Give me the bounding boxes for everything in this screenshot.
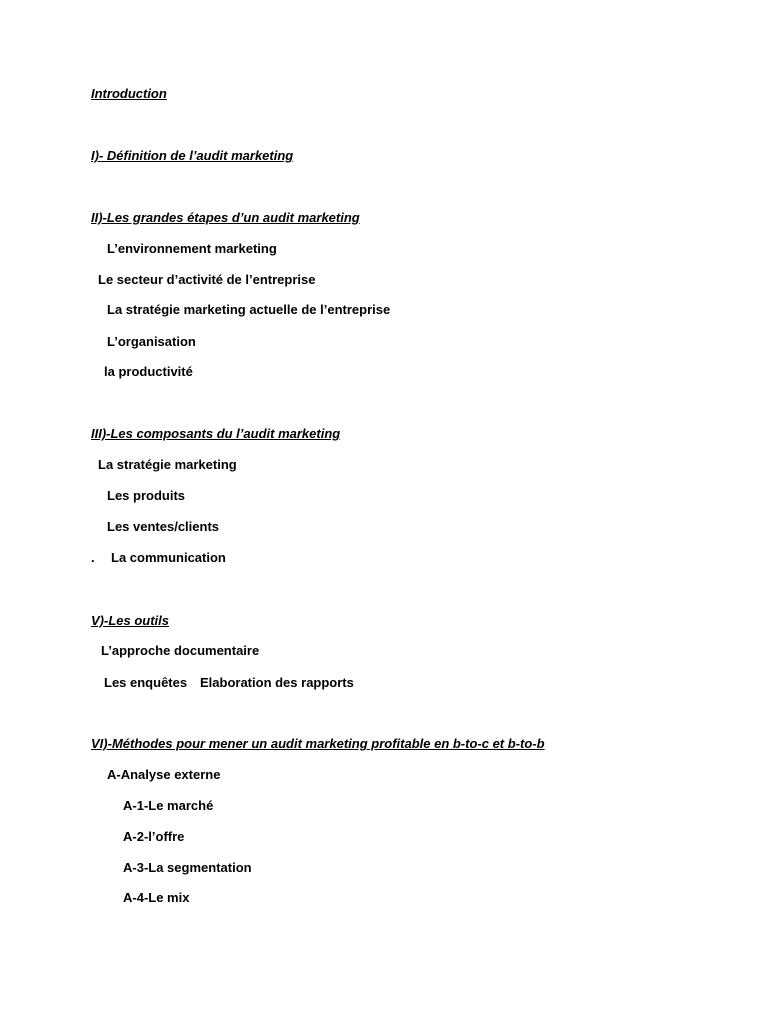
section-5-heading: V)-Les outils — [91, 613, 170, 628]
section-2-item: la productivité — [104, 364, 193, 379]
section-3-item: Les ventes/clients — [107, 519, 219, 534]
section-2-item: L’environnement marketing — [107, 241, 277, 256]
section-5-item: L’approche documentaire — [101, 643, 260, 658]
section-2-item: La stratégie marketing actuelle de l’entreprise — [107, 302, 391, 317]
section-1-heading: I)- Définition de l’audit marketing — [91, 148, 294, 163]
section-6-item: A-2-l’offre — [123, 829, 185, 844]
section-2-item: L’organisation — [107, 334, 196, 349]
section-5-item: Elaboration des rapports — [200, 675, 354, 690]
section-3-heading: III)-Les composants du l’audit marketing — [91, 426, 341, 441]
section-6-heading: VI)-Méthodes pour mener un audit marketing profitable en b-to-c et b-to-b — [91, 736, 545, 751]
section-6-sub-heading: A-Analyse externe — [107, 767, 221, 782]
section-2-item: Le secteur d’activité de l’entreprise — [98, 272, 316, 287]
section-5-item: Les enquêtes — [104, 675, 188, 690]
section-6-item: A-4-Le mix — [123, 890, 190, 905]
section-6-item: A-3-La segmentation — [123, 860, 252, 875]
section-3-bullet: . — [91, 550, 95, 565]
section-3-item: La communication — [111, 550, 226, 565]
section-6-item: A-1-Le marché — [123, 798, 214, 813]
section-3-item: Les produits — [107, 488, 186, 503]
introduction-heading: Introduction — [91, 86, 167, 101]
section-3-item: La stratégie marketing — [98, 457, 237, 472]
section-2-heading: II)-Les grandes étapes d’un audit marketing — [91, 210, 360, 225]
